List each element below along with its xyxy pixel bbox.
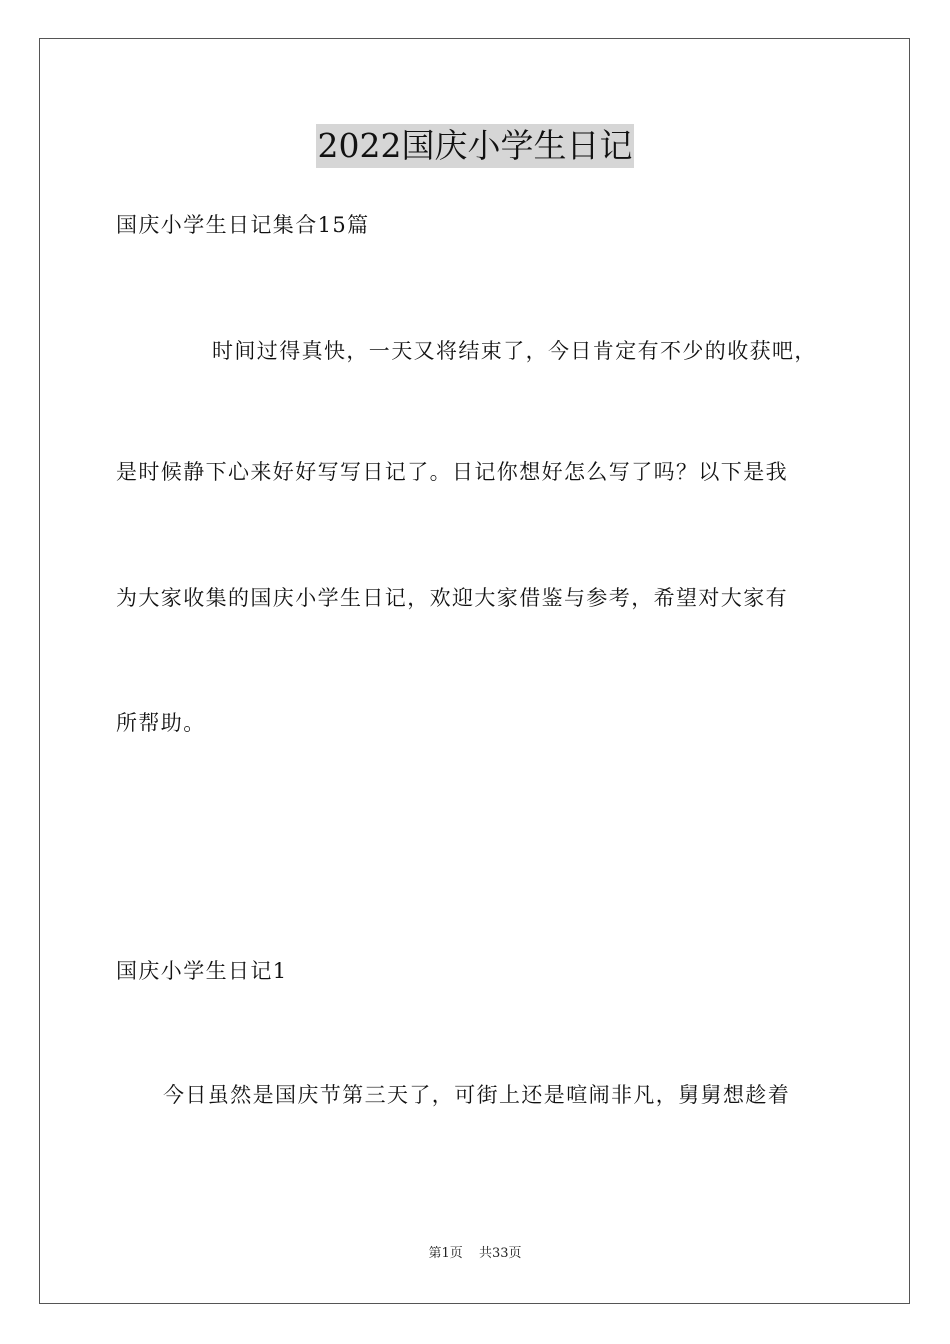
intro-line-1: 时间过得真快，一天又将结束了，今日肯定有不少的收获吧， xyxy=(212,339,817,363)
section-heading: 国庆小学生日记1 xyxy=(116,959,288,983)
intro-line-3: 为大家收集的国庆小学生日记，欢迎大家借鉴与参考，希望对大家有 xyxy=(116,586,788,610)
intro-line-2: 是时候静下心来好好写写日记了。日记你想好怎么写了吗？以下是我 xyxy=(116,460,788,484)
section-line-1: 今日虽然是国庆节第三天了，可街上还是喧闹非凡，舅舅想趁着 xyxy=(163,1083,791,1107)
page-footer xyxy=(0,1245,950,1263)
document-subtitle: 国庆小学生日记集合15篇 xyxy=(116,213,370,237)
page-total: 共33页 xyxy=(478,1246,522,1261)
document-title xyxy=(0,124,950,168)
intro-line-4: 所帮助。 xyxy=(116,711,206,735)
page-number: 第1页 xyxy=(428,1246,463,1261)
document-title-text: 2022国庆小学生日记 xyxy=(316,124,635,168)
